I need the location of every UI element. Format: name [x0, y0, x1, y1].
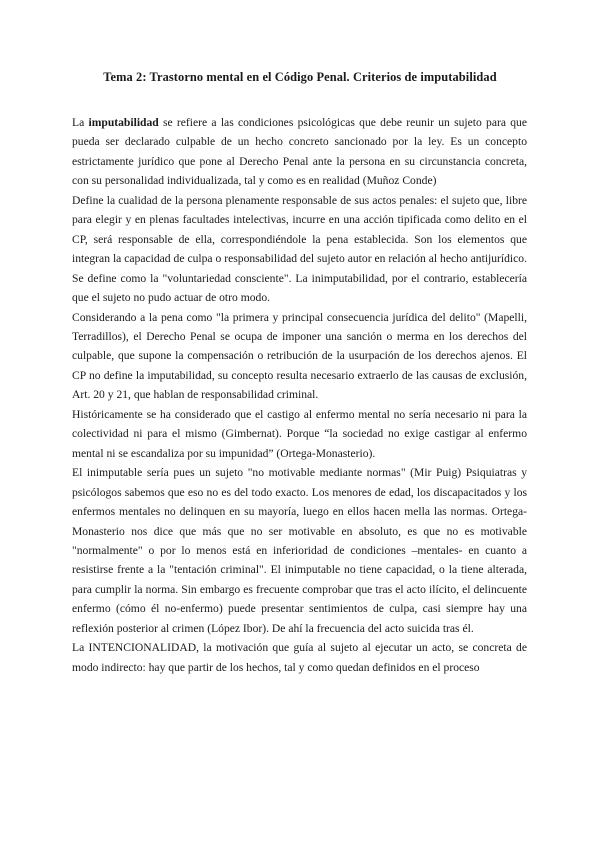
document-body	[72, 113, 527, 677]
paragraph-intencionalidad: La INTENCIONALIDAD, la motivación que guía al sujeto al ejecutar un acto, se concreta de modo indirecto: hay que partir de los hechos, tal y como quedan definidos en el proceso	[72, 641, 527, 674]
page-title: Tema 2: Trastorno mental en el Código Penal. Criterios de imputabilidad	[103, 70, 497, 84]
paragraph-definicion: Define la cualidad de la persona plenamente responsable de sus actos penales: el sujeto que, libre para elegir y en plenas facultades intelectivas, incurre en una acción tipificada como delito en el CP, será responsable de ella, correspondiéndole la pena establecida. Son los elementos que integran la capacidad de culpa o responsabilidad del sujeto autor en relación al hecho antijurídico. Se define como la "voluntariedad consciente". La inimputabilidad, por el contrario, establecería que el sujeto no pudo actuar de otro modo.	[72, 193, 527, 305]
paragraph-imputabilidad	[72, 113, 527, 191]
bold-term: imputabilidad	[88, 116, 159, 129]
paragraph-pena: Considerando a la pena como "la primera y principal consecuencia jurídica del delito" (Mapelli, Terradillos), el Derecho Penal se ocupa de imponer una sanción o merma en los derechos del culpable, que supone la compensación o retribución de la usurpación de los derechos ajenos. El CP no define la imputabilidad, su concepto resulta necesario extraerlo de las causas de exclusión, Art. 20 y 21, que hablan de responsabilidad criminal.	[72, 310, 527, 402]
paragraph-historia: Históricamente se ha considerado que el castigo al enfermo mental no sería necesario ni para la colectividad ni para el mismo (Gimbernat). Porque “la sociedad no exige castigar al enfermo mental ni se escandaliza por su impunidad” (Ortega-Monasterio).	[72, 407, 527, 460]
paragraph-inimputable: El inimputable sería pues un sujeto "no motivable mediante normas" (Mir Puig) Psiquiatras y psicólogos sabemos que eso no es del todo exacto. Los menores de edad, los discapacitados y los enfermos mentales no delinquen en su mayoría, luego en ellos hacen mella las normas. Ortega-Monasterio nos dice que más que no ser motivable en absoluto, es que no es motivable "normalmente" o por lo menos está en inferioridad de condiciones –mentales- en cuanto a resistirse frente a la "tentación criminal". El inimputable no tiene capacidad, o la tiene alterada, para cumplir la norma. Sin embargo es frecuente comprobar que tras el acto ilícito, el delincuente enfermo (cómo él no-enfermo) puede presentar sentimientos de culpa, casi siempre hay una reflexión posterior al crimen (López Ibor). De ahí la frecuencia del acto suicida tras él.	[72, 466, 527, 635]
paragraph-lead: La	[72, 116, 89, 129]
paragraph-text: se refiere a las condiciones psicológicas que debe reunir un sujeto para que pueda ser declarado culpable de un hecho concreto sancionado por la ley. Es un concepto estrictamente jurídico que pone al Derecho Penal ante la persona en su circunstancia concreta, con su personalidad individualizada, tal y como es en realidad (Muñoz Conde)	[72, 116, 527, 188]
